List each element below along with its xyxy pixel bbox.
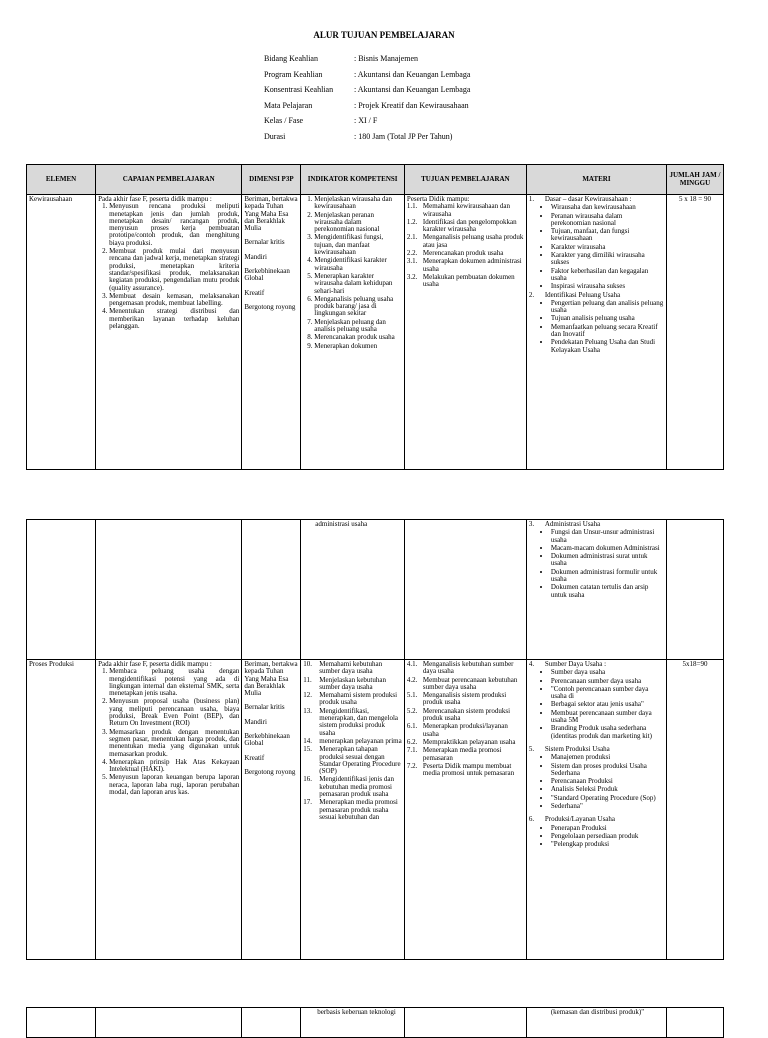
document-title: ALUR TUJUAN PEMBELAJARAN: [313, 30, 455, 40]
list-item: • Sumber daya usaha: [551, 669, 664, 676]
list-item: 3.2. Melakukan pembuatan dokumen usaha: [406, 272, 515, 289]
list-item: 1. Menjelaskan wirausaha dan kewirausahaan: [314, 196, 402, 211]
meta-row: Program Keahlian : Akuntansi dan Keuangan Lembaga: [264, 69, 471, 79]
list-item: 6.2. Mempraktikkan pelayanan usaha: [406, 737, 516, 746]
list-item: 6. Produksi/Layanan Usaha: [528, 815, 616, 824]
table-row: [27, 660, 724, 960]
list-item: 4.2. Membuat perencanaan kebutuhan sumber daya usaha: [406, 675, 518, 691]
list-item: • Pengelolaan persediaan produk: [551, 833, 664, 840]
table-row: [27, 1008, 724, 1038]
list-item: • Manajemen produksi: [551, 754, 664, 761]
cell-materi: [526, 660, 666, 960]
list-item: 5. Menerapkan karakter wirausaha dalam kehidupan sehari-hari: [314, 273, 402, 295]
cell-jam: [667, 1008, 724, 1038]
list-item: 2.1. Menganalisis peluang usaha produk atau jasa: [406, 233, 524, 249]
header-indikator: INDIKATOR KOMPETENSI: [301, 165, 405, 195]
list-item: • Perencanaan sumber daya usaha: [551, 678, 664, 685]
list-item: 2.2. Merencanakan produk usaha: [406, 249, 504, 258]
list-item: 4. Menentukan strategi distribusi dan memberikan layanan terhadap keluhan pelanggan.: [109, 308, 239, 330]
list-item: 2. Identifikasi Peluang Usaha: [528, 290, 621, 299]
list-item: 15. Menerapkan tahapan produksi sesuai dengan Standar Operating Procedure (SOP): [303, 745, 401, 776]
atp-table-3: [26, 1007, 724, 1038]
list-item: • Pendekatan Peluang Usaha dan Studi Kelayakan Usaha: [551, 339, 664, 354]
list-item: 3. Membuat desain kemasan, melaksanakan pengemasan produk, membuat labelling.: [109, 293, 239, 308]
list-item: 6.1. Menerapkan produksi/layanan usaha: [406, 722, 508, 738]
list-item: • Memanfaatkan peluang secara Kreatif dan Inovatif: [551, 324, 664, 339]
list-item: • Karakter yang dimiliki wirausaha sukses: [551, 252, 664, 267]
list-item: • "Standard Operating Procedure (Sop): [551, 795, 664, 802]
cell-dimensi: [242, 520, 301, 660]
list-item: • Sistem dan proses produksi Usaha Sederhana: [551, 763, 664, 778]
list-item: • Dokumen administrasi surat untuk usaha: [551, 553, 664, 568]
list-item: • Pengertian peluang dan analisis peluang usaha: [551, 300, 664, 315]
header-dimensi: DIMENSI P3P: [242, 165, 301, 195]
meta-row: Durasi : 180 Jam (Total JP Per Tahun): [264, 131, 453, 141]
cell-tujuan: [404, 1008, 526, 1038]
list-item: • Tujuan, manfaat, dan fungsi kewirausahaan: [551, 228, 664, 243]
list-item: 13. Mengidentifikasi, menerapkan, dan mengelola sistem produksi produk usaha: [303, 706, 399, 737]
cell-jam: [667, 520, 724, 660]
cell-capaian: Pada akhir fase F, peserta didik mampu : 1. Membaca peluang usaha dengan mengidentifikasi potensi yang ada di lingkungan internal dan eksternal SMK, serta menetapkan jenis usaha. 2. Menyusun proposal usaha (business plan) yang meliputi perencanaan usaha, biaya produksi, Break Even Point (BEP), dan Return On Investment (ROI) 3. Memasarkan produk dengan menentukan segmen pasar, menentukan harga produk, dan menentukan media yang digunakan untuk memasarkan produk. 4. Menerapkan prinsip Hak Atas Kekayaan Intelektual (HAKI). 5. Menyusun laporan keuangan berupa laporan neraca, laporan laba rugi, laporan perubahan modal, dan laporan arus kas.: [96, 660, 242, 960]
list-item: 1. Menyusun rencana produksi meliputi menetapkan jenis dan jumlah produk, menetapkan desain/ rancangan produk, menyusun proses kerja pembuatan prototipe/contoh produk, dan menghitung biaya produksi.: [109, 203, 239, 247]
list-item: 5.2. Merencanakan sistem produksi produk usaha: [406, 706, 511, 723]
list-item: 17. Menerapkan media promosi pemasaran produk usaha sesuai kebutuhan dan: [303, 798, 398, 821]
list-item: 1. Membaca peluang usaha dengan mengidentifikasi potensi yang ada di lingkungan internal dan eksternal SMK, serta menetapkan jenis usaha.: [109, 668, 239, 697]
list-item: • "Pelengkap produksi: [551, 841, 664, 848]
list-item: • Analisis Seleksi Produk: [551, 786, 664, 793]
list-item: 4. Sumber Daya Usaha :: [528, 660, 607, 668]
list-item: 3.1. Menerapkan dokumen administrasi usaha: [406, 257, 522, 273]
cell-dimensi: Beriman, bertakwa kepada Tuhan Yang Maha Esa dan Berakhlak Mulia Bernalar kritis Mandiri Berkebhinekaan Global Kreatif Bergotong royong: [242, 660, 301, 960]
list-item: 10. Memahami kebutuhan sumber daya usaha: [303, 660, 383, 676]
list-item: 4.1. Menganalisis kebutuhan sumber daya usaha: [406, 660, 514, 676]
cell-elemen: [27, 520, 96, 660]
header-materi: MATERI: [526, 165, 666, 195]
list-item: 5.1. Menganalisis sistem produksi produk usaha: [406, 691, 507, 707]
list-item: 11. Menjelaskan kebutuhan sumber daya usaha: [303, 675, 386, 691]
cell-capaian: Pada akhir fase F, peserta didik mampu : 1. Menyusun rencana produksi meliputi menetapkan jenis dan jumlah produk, menetapkan desain/ rancangan produk, menyusun proses kerja pembuatan prototipe/contoh produk, dan menghitung biaya produksi. 2. Membuat produk mulai dari menyusun rencana dan jadwal kerja, menetapkan strategi produksi, menetapkan kriteria standar/spesifikasi produk, melaksanakan kegiatan produksi, pengendalian mutu produk (quality assurance). 3. Membuat desain kemasan, melaksanakan pengemasan produk, membuat labelling. 4. Menentukan strategi distribusi dan memberikan layanan terhadap keluhan pelanggan.: [96, 195, 242, 470]
cell-jam: 5 x 18 = 90: [667, 195, 724, 470]
cell-indikator: administrasi usaha: [301, 520, 405, 660]
list-item: • Sederhana": [551, 803, 664, 810]
list-item: 1.1. Memahami kewirausahaan dan wirausaha: [406, 202, 510, 218]
cell-dimensi: [242, 1008, 301, 1038]
list-item: 4. Menerapkan prinsip Hak Atas Kekayaan Intelektual (HAKI).: [109, 759, 239, 774]
cell-tujuan: [404, 520, 526, 660]
list-item: • Tujuan analisis peluang usaha: [551, 315, 664, 322]
list-item: 14. menerapkan pelayanan prima: [303, 736, 402, 745]
list-item: • Penerapan Produksi: [551, 825, 664, 832]
list-item: 8. Merencanakan produk usaha: [314, 334, 402, 341]
list-item: 3. Mengidentifikasi fungsi, tujuan, dan manfaat kewirausahaan: [314, 234, 402, 256]
list-item: 12. Memahami sistem produksi produk usaha: [303, 691, 398, 707]
header-jam: JUMLAH JAM / MINGGU: [667, 165, 724, 195]
cell-tujuan: Peserta Didik mampu: 1.1. Memahami kewirausahaan dan wirausaha 1.2. Identifikasi dan pengelompokkan karakter wirausaha 2.1. Menganalisis peluang usaha produk atau jasa 2.2. Merencanakan produk usaha 3.1. Menerapkan dokumen administrasi usaha 3.2. Melakukan pembuatan dokumen usaha: [404, 195, 526, 470]
meta-row: Bidang Keahlian : Bisnis Manajemen: [264, 54, 418, 63]
cell-elemen: [27, 1008, 96, 1038]
list-item: 1.2. Identifikasi dan pengelompokkan karakter wirausaha: [406, 217, 517, 234]
list-item: • Perencanaan Produksi: [551, 778, 664, 785]
list-item: 4. Mengidentifikasi karakter wirausaha: [314, 257, 402, 272]
cell-indikator: [301, 660, 405, 960]
cell-capaian: [96, 520, 242, 660]
list-item: 2. Menyusun proposal usaha (business plan) yang meliputi perencanaan usaha, biaya produksi, Break Even Point (BEP), dan Return On Investment (ROI): [109, 698, 239, 727]
list-item: • Branding Produk usaha sederhana (identitas produk dan marketing kit): [551, 725, 664, 740]
header-capaian: CAPAIAN PEMBELAJARAN: [96, 165, 242, 195]
list-item: 2. Membuat produk mulai dari menyusun rencana dan jadwal kerja, menetapkan strategi produksi, menetapkan kriteria standar/spesifikasi produk, melaksanakan kegiatan produksi, pengendalian mutu produk (quality assurance).: [109, 248, 239, 292]
table-row: [27, 520, 724, 660]
list-item: • Macam-macam dokumen Administrasi: [551, 545, 664, 552]
cell-elemen: Proses Produksi: [27, 660, 96, 960]
list-item: 7.1. Menerapkan media promosi pemasaran: [406, 746, 502, 762]
meta-row: Kelas / Fase : XI / F: [264, 116, 378, 126]
list-item: • Karakter wirausaha: [551, 244, 664, 251]
list-item: • Dokumen administrasi formulir untuk usaha: [551, 569, 664, 584]
list-item: • Peranan wirausaha dalam perekonomian nasional: [551, 213, 664, 228]
cell-indikator: berbasis keberuan teknologi: [301, 1008, 405, 1038]
cell-materi: [526, 520, 666, 660]
list-item: 16. Mengidentifikasi jenis dan kebutuhan media promosi pemasaran produk usaha: [303, 775, 394, 799]
cell-jam: 5x18=90: [667, 660, 724, 960]
list-item: 1. Dasar – dasar Kewirausahaan :: [528, 195, 632, 203]
list-item: • Fungsi dan Unsur-unsur administrasi usaha: [551, 529, 664, 544]
table-row: [27, 195, 724, 470]
list-item: 5. Menyusun laporan keuangan berupa laporan neraca, laporan laba rugi, laporan perubahan modal, dan laporan arus kas.: [109, 774, 239, 796]
list-item: 7.2. Peserta Didik mampu membuat media promosi untuk pemasaran: [406, 761, 515, 778]
table-header-row: [27, 165, 724, 195]
list-item: • Berbagai sektor atau jenis usaha": [551, 701, 664, 708]
list-item: • Dokumen catatan tertulis dan arsip untuk usaha: [551, 584, 664, 599]
cell-materi: [526, 195, 666, 470]
cell-dimensi: Beriman, bertakwa kepada Tuhan Yang Maha Esa dan Berakhlak Mulia Bernalar kritis Mandiri Berkebhinekaan Global Kreatif Bergotong royong: [242, 195, 301, 470]
meta-row: Mata Pelajaran : Projek Kreatif dan Kewirausahaan: [264, 100, 469, 110]
header-tujuan: TUJUAN PEMBELAJARAN: [404, 165, 526, 195]
list-item: 2. Menjelaskan peranan wirausaha dalam perekonomian nasional: [314, 212, 402, 234]
atp-table-2: [26, 519, 724, 960]
list-item: 3. Administrasi Usaha: [528, 520, 601, 528]
list-item: 5. Sistem Produksi Usaha: [528, 744, 610, 753]
header-elemen: ELEMEN: [27, 165, 96, 195]
cell-indikator: [301, 195, 405, 470]
list-item: • Faktor keberhasilan dan kegagalan usaha: [551, 268, 664, 283]
list-item: 3. Memasarkan produk dengan menentukan segmen pasar, menentukan harga produk, dan menentukan media yang digunakan untuk memasarkan produk.: [109, 729, 239, 758]
atp-table-1: [26, 164, 724, 470]
list-item: • Wirausaha dan kewirausahaan: [551, 204, 664, 211]
list-item: 6. Menganalisis peluang usaha produk barang/ jasa di lingkungan sekitar: [314, 296, 402, 318]
cell-elemen: Kewirausahaan: [27, 195, 96, 470]
list-item: 7. Menjelaskan peluang dan analisis peluang usaha: [314, 319, 402, 334]
list-item: • "Contoh perencanaan sumber daya usaha di: [551, 686, 664, 701]
cell-materi: (kemasan dan distribusi produk)": [526, 1008, 666, 1038]
meta-row: Konsentrasi Keahlian : Akuntansi dan Keuangan Lembaga: [264, 85, 471, 95]
cell-tujuan: [404, 660, 526, 960]
cell-capaian: [96, 1008, 242, 1038]
list-item: • Membuat perencanaan sumber daya usaha 5M: [551, 710, 664, 725]
list-item: 9. Menerapkan dokumen: [314, 343, 402, 350]
document-meta: [264, 51, 470, 145]
list-item: • Inspirasi wirausaha sukses: [551, 283, 664, 290]
